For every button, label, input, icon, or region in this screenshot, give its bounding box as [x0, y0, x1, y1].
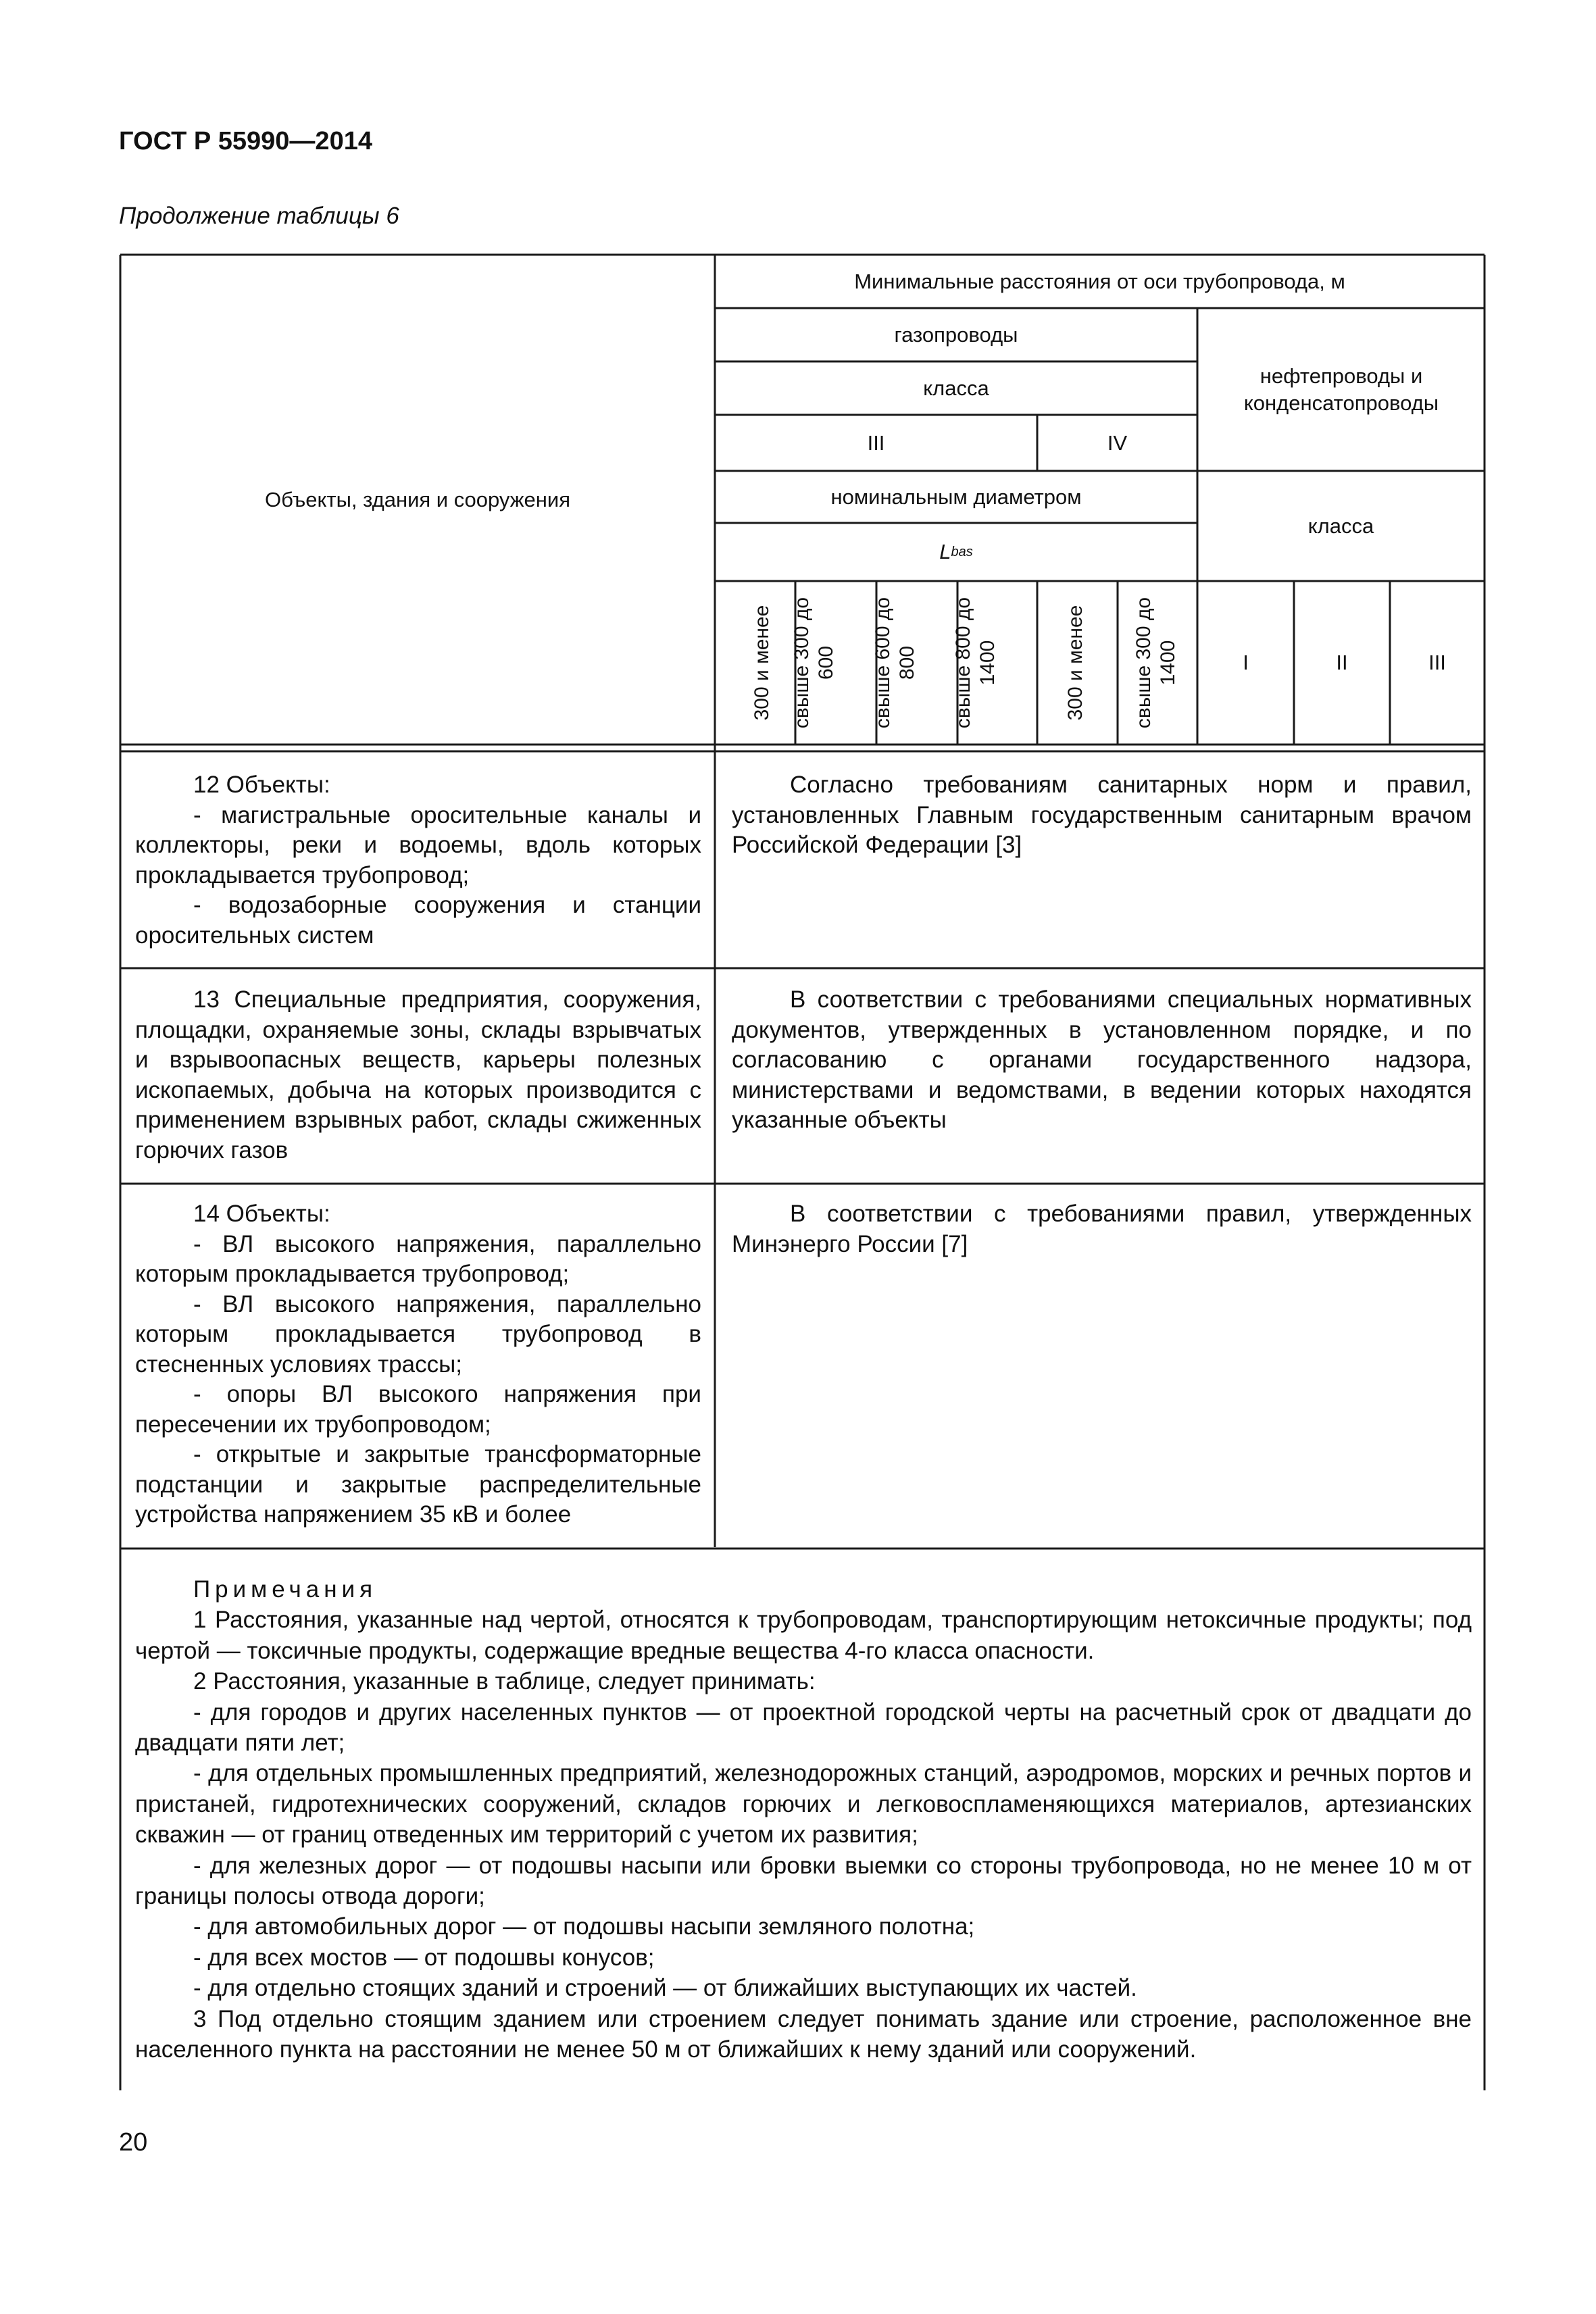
header-gas-class: класса: [923, 376, 989, 400]
notes-title: Примечания: [193, 1576, 378, 1603]
oil-class-iii: III: [1428, 651, 1446, 674]
row-14-line-4: - опоры ВЛ высокого напряжения при пересечении их трубопроводом;: [135, 1381, 701, 1438]
oil-class-i: I: [1243, 651, 1249, 674]
header-class-iv: IV: [1107, 430, 1128, 455]
row-12-line-1: 12 Объекты:: [193, 772, 330, 798]
row-13-distances: [732, 985, 1472, 1136]
row-12-line-3: - водозаборные сооружения и станции оросительных систем: [135, 892, 701, 949]
note-3: 3 Под отдельно стоящим зданием или строением следует понимать здание или строение, расположенное вне населенного пункта на расстоянии не менее 50 м от ближайших к нему зданий или сооружений.: [135, 2005, 1472, 2063]
table-notes: [135, 1574, 1472, 2065]
row-12-line-2: - магистральные оросительные каналы и коллекторы, реки и водоемы, вдоль которых прокладывается трубопровод;: [135, 801, 701, 888]
lbas-subscript: bas: [951, 545, 973, 559]
note-2-enterprises: - для отдельных промышленных предприятий, железнодорожных станций, аэродромов, морских и речных портов и пристаней, гидротехнических сооружений, складов горючих и легковоспламеняющихся материалов, артезианских скважин — от границ отведенных им территорий с учетом их развития;: [135, 1760, 1472, 1848]
row-12-distances: [732, 770, 1472, 861]
oil-class-ii: II: [1336, 651, 1348, 674]
header-class-iii: III: [867, 430, 885, 455]
lbas-symbol: L: [939, 540, 951, 563]
page-number: 20: [119, 2128, 148, 2157]
header-min-distance: Минимальные расстояния от оси трубопровода, м: [854, 269, 1345, 293]
row-14-line-2: - ВЛ высокого напряжения, параллельно которым прокладывается трубопровод;: [135, 1230, 701, 1287]
header-oil-pipelines: нефтепроводы и конденсатопроводы: [1243, 363, 1439, 415]
row-13-line-1: 13 Специальные предприятия, сооружения, площадки, охраняемые зоны, склады взрывчатых и взрывоопасных веществ, карьеры полезных ископаемых, добыча на которых производится с применением взрывных работ, склады сжиженных горючих газов: [135, 986, 701, 1163]
row-12-objects: [135, 770, 701, 951]
document-code: ГОСТ Р 55990—2014: [119, 127, 372, 155]
note-2-bridges: - для всех мостов — от подошвы конусов;: [193, 1944, 655, 1971]
note-2-railways: - для железных дорог — от подошвы насыпи или бровки выемки со стороны трубопровода, но не менее 10 м от границы полосы отвода дороги;: [135, 1852, 1472, 1910]
header-oil-class: класса: [1307, 513, 1374, 538]
row-13-objects: [135, 985, 701, 1165]
row-12-requirement: Согласно требованиям санитарных норм и правил, установленных Главным государственным санитарным врачом Российской Федерации [3]: [732, 772, 1472, 858]
diameter-col-4: свыше 800 до 1400: [952, 597, 999, 729]
row-14-line-5: - открытые и закрытые трансформаторные подстанции и закрытые распределительные устройства напряжением 35 кВ и более: [135, 1441, 701, 1528]
note-2-buildings: - для отдельно стоящих зданий и строений — от ближайших выступающих их частей.: [193, 1975, 1137, 2002]
row-14-distances: [732, 1199, 1472, 1259]
row-14-line-3: - ВЛ высокого напряжения, параллельно которым прокладывается трубопровод в стесненных условиях трассы;: [135, 1290, 701, 1378]
diameter-col-6: свыше 300 до 1400: [1132, 597, 1179, 729]
diameter-col-1: 300 и менее: [751, 605, 773, 721]
header-objects: Объекты, здания и сооружения: [265, 487, 570, 511]
note-2-cities: - для городов и других населенных пунктов — от проектной городской черты на расчетный срок от двадцати до двадцати пяти лет;: [135, 1699, 1472, 1757]
row-14-line-1: 14 Объекты:: [193, 1201, 330, 1227]
row-13-requirement: В соответствии с требованиями специальных нормативных документов, утвержденных в установленном порядке, и по согласованию с органами государственного надзора, министерствами и ведомствами, в ведении которых находятся указанные объекты: [732, 986, 1472, 1133]
note-2: 2 Расстояния, указанные в таблице, следует принимать:: [193, 1668, 816, 1695]
header-nominal-diameter: номинальным диаметром: [830, 484, 1082, 509]
row-14-objects: [135, 1199, 701, 1530]
note-1: 1 Расстояния, указанные над чертой, относятся к трубопроводам, транспортирующим нетоксичные продукты; под чертой — токсичные продукты, содержащие вредные вещества 4-го класса опасности.: [135, 1607, 1472, 1664]
diameter-col-2: свыше 300 до 600: [791, 597, 837, 729]
diameter-col-3: свыше 600 до 800: [872, 597, 918, 729]
row-14-requirement: В соответствии с требованиями правил, утвержденных Минэнерго России [7]: [732, 1201, 1472, 1257]
note-2-roads: - для автомобильных дорог — от подошвы насыпи земляного полотна;: [193, 1913, 975, 1940]
header-gas-pipelines: газопроводы: [894, 322, 1018, 347]
header-lbas: [716, 523, 1196, 581]
table-continuation-caption: Продолжение таблицы 6: [119, 203, 399, 229]
diameter-col-5: 300 и менее: [1064, 605, 1087, 721]
